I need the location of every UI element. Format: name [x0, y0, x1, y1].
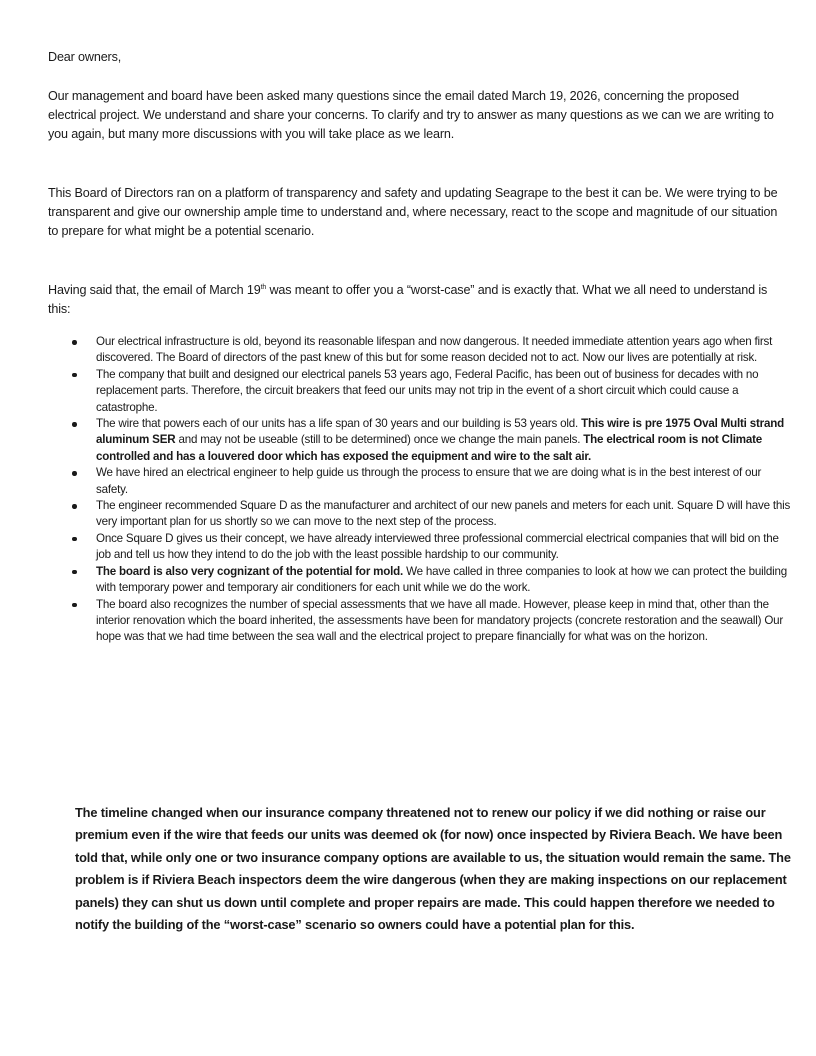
bullet-icon: [72, 422, 77, 427]
bullet-icon: [72, 537, 77, 542]
list-item-text: Once Square D gives us their concept, we have already interviewed three professional commercial electrical companies that will bid on the job and tell us how they intend to do the job with the least possible hardship to our community.: [96, 531, 779, 562]
list-item: [48, 498, 796, 531]
list-item: [48, 597, 796, 646]
bullet-icon: [72, 603, 77, 608]
closing-paragraph: The timeline changed when our insurance company threatened not to renew our policy if we did nothing or raise our premium even if the wire that feeds our units was deemed ok (for now) once inspected by Riviera Beach. We have been told that, while only one or two insurance company options are available to us, the situation would remain the same. The problem is if Riviera Beach inspectors deem the wire dangerous (when they are making inspections on our replacement panels) they can shut us down until complete and proper repairs are made. This could happen therefore we needed to notify the building of the “worst-case” scenario so owners could have a potential plan for this.: [75, 805, 791, 933]
list-item: [48, 564, 796, 597]
list-item-text: Our electrical infrastructure is old, beyond its reasonable lifespan and now dangerous. It needed immediate attention years ago when first discovered. The Board of directors of the past knew of this but for some reason decided not to act. Now our lives are potentially at risk.: [96, 335, 773, 365]
list-item: [48, 531, 796, 564]
bullet-icon: [72, 471, 77, 476]
bullet-icon: [72, 373, 77, 378]
list-item-bold-text: The board is also very cognizant of the potential for mold.: [96, 564, 404, 578]
list-item: [48, 334, 796, 367]
ordinal-suffix: th: [260, 284, 267, 291]
list-item-text: The company that built and designed our electrical panels 53 years ago, Federal Pacific, has been out of business for decades with no replacement parts. Therefore, the circuit breakers that feed our units may not trip in the event of a short circuit which could cause a catastrophe.: [96, 367, 759, 414]
worst-case-text-before: Having said that, the email of March 19: [48, 283, 261, 297]
salutation: Dear owners,: [48, 50, 122, 64]
worst-case-text-after: was meant to offer you a “worst-case” and is exactly that. What we all need to understand is this:: [48, 283, 768, 316]
intro-paragraph: Our management and board have been asked many questions since the email dated March 19, 2026, concerning the proposed electrical project. We understand and share your concerns. To clarify and try to answer as many questions as we can we are writing to you again, but many more discussions with you will take place as we learn.: [48, 89, 774, 141]
list-item-text: The wire that powers each of our units has a life span of 30 years and our building is 53 years old.: [96, 417, 582, 431]
list-item-text: The engineer recommended Square D as the manufacturer and architect of our new panels and meters for each unit. Square D will have this very important plan for us shortly so we can move to the next step of the process.: [96, 499, 791, 529]
list-item-text: We have called in three companies to look at how we can protect the building with temporary power and temporary air conditioners for each unit while we do the work.: [96, 564, 788, 595]
list-item: [48, 416, 796, 465]
bullet-icon: [72, 340, 77, 345]
bullet-icon: [72, 504, 77, 509]
list-item-bold-text: The electrical room is not Climate controlled and has a louvered door which has exposed the equipment and wire to the salt air.: [96, 433, 763, 463]
list-item: [48, 367, 796, 416]
list-item: [48, 465, 796, 498]
list-item-bold-text: This wire is pre 1975 Oval Multi strand aluminum SER: [96, 417, 784, 447]
bullet-icon: [72, 570, 77, 575]
list-item-text: The board also recognizes the number of special assessments that we have all made. However, please keep in mind that, other than the interior renovation which the board inherited, the assessments have been for mandatory projects (concrete restoration and the seawall) Our hope was that we had time between the sea wall and the electrical project to prepare financially for what was on the horizon.: [96, 597, 784, 644]
list-item-text: We have hired an electrical engineer to help guide us through the process to ensure that we are doing what is in the best interest of our safety.: [96, 466, 762, 496]
worst-case-paragraph: [48, 281, 788, 319]
platform-paragraph: This Board of Directors ran on a platform of transparency and safety and updating Seagrape to the best it can be. We were trying to be transparent and give our ownership ample time to understand and, where necessary, react to the scope and magnitude of our situation to prepare for what might be a potential scenario.: [48, 186, 778, 238]
list-item-text: and may not be useable (still to be determined) once we change the main panels.: [175, 433, 584, 447]
concerns-list: [48, 334, 796, 646]
